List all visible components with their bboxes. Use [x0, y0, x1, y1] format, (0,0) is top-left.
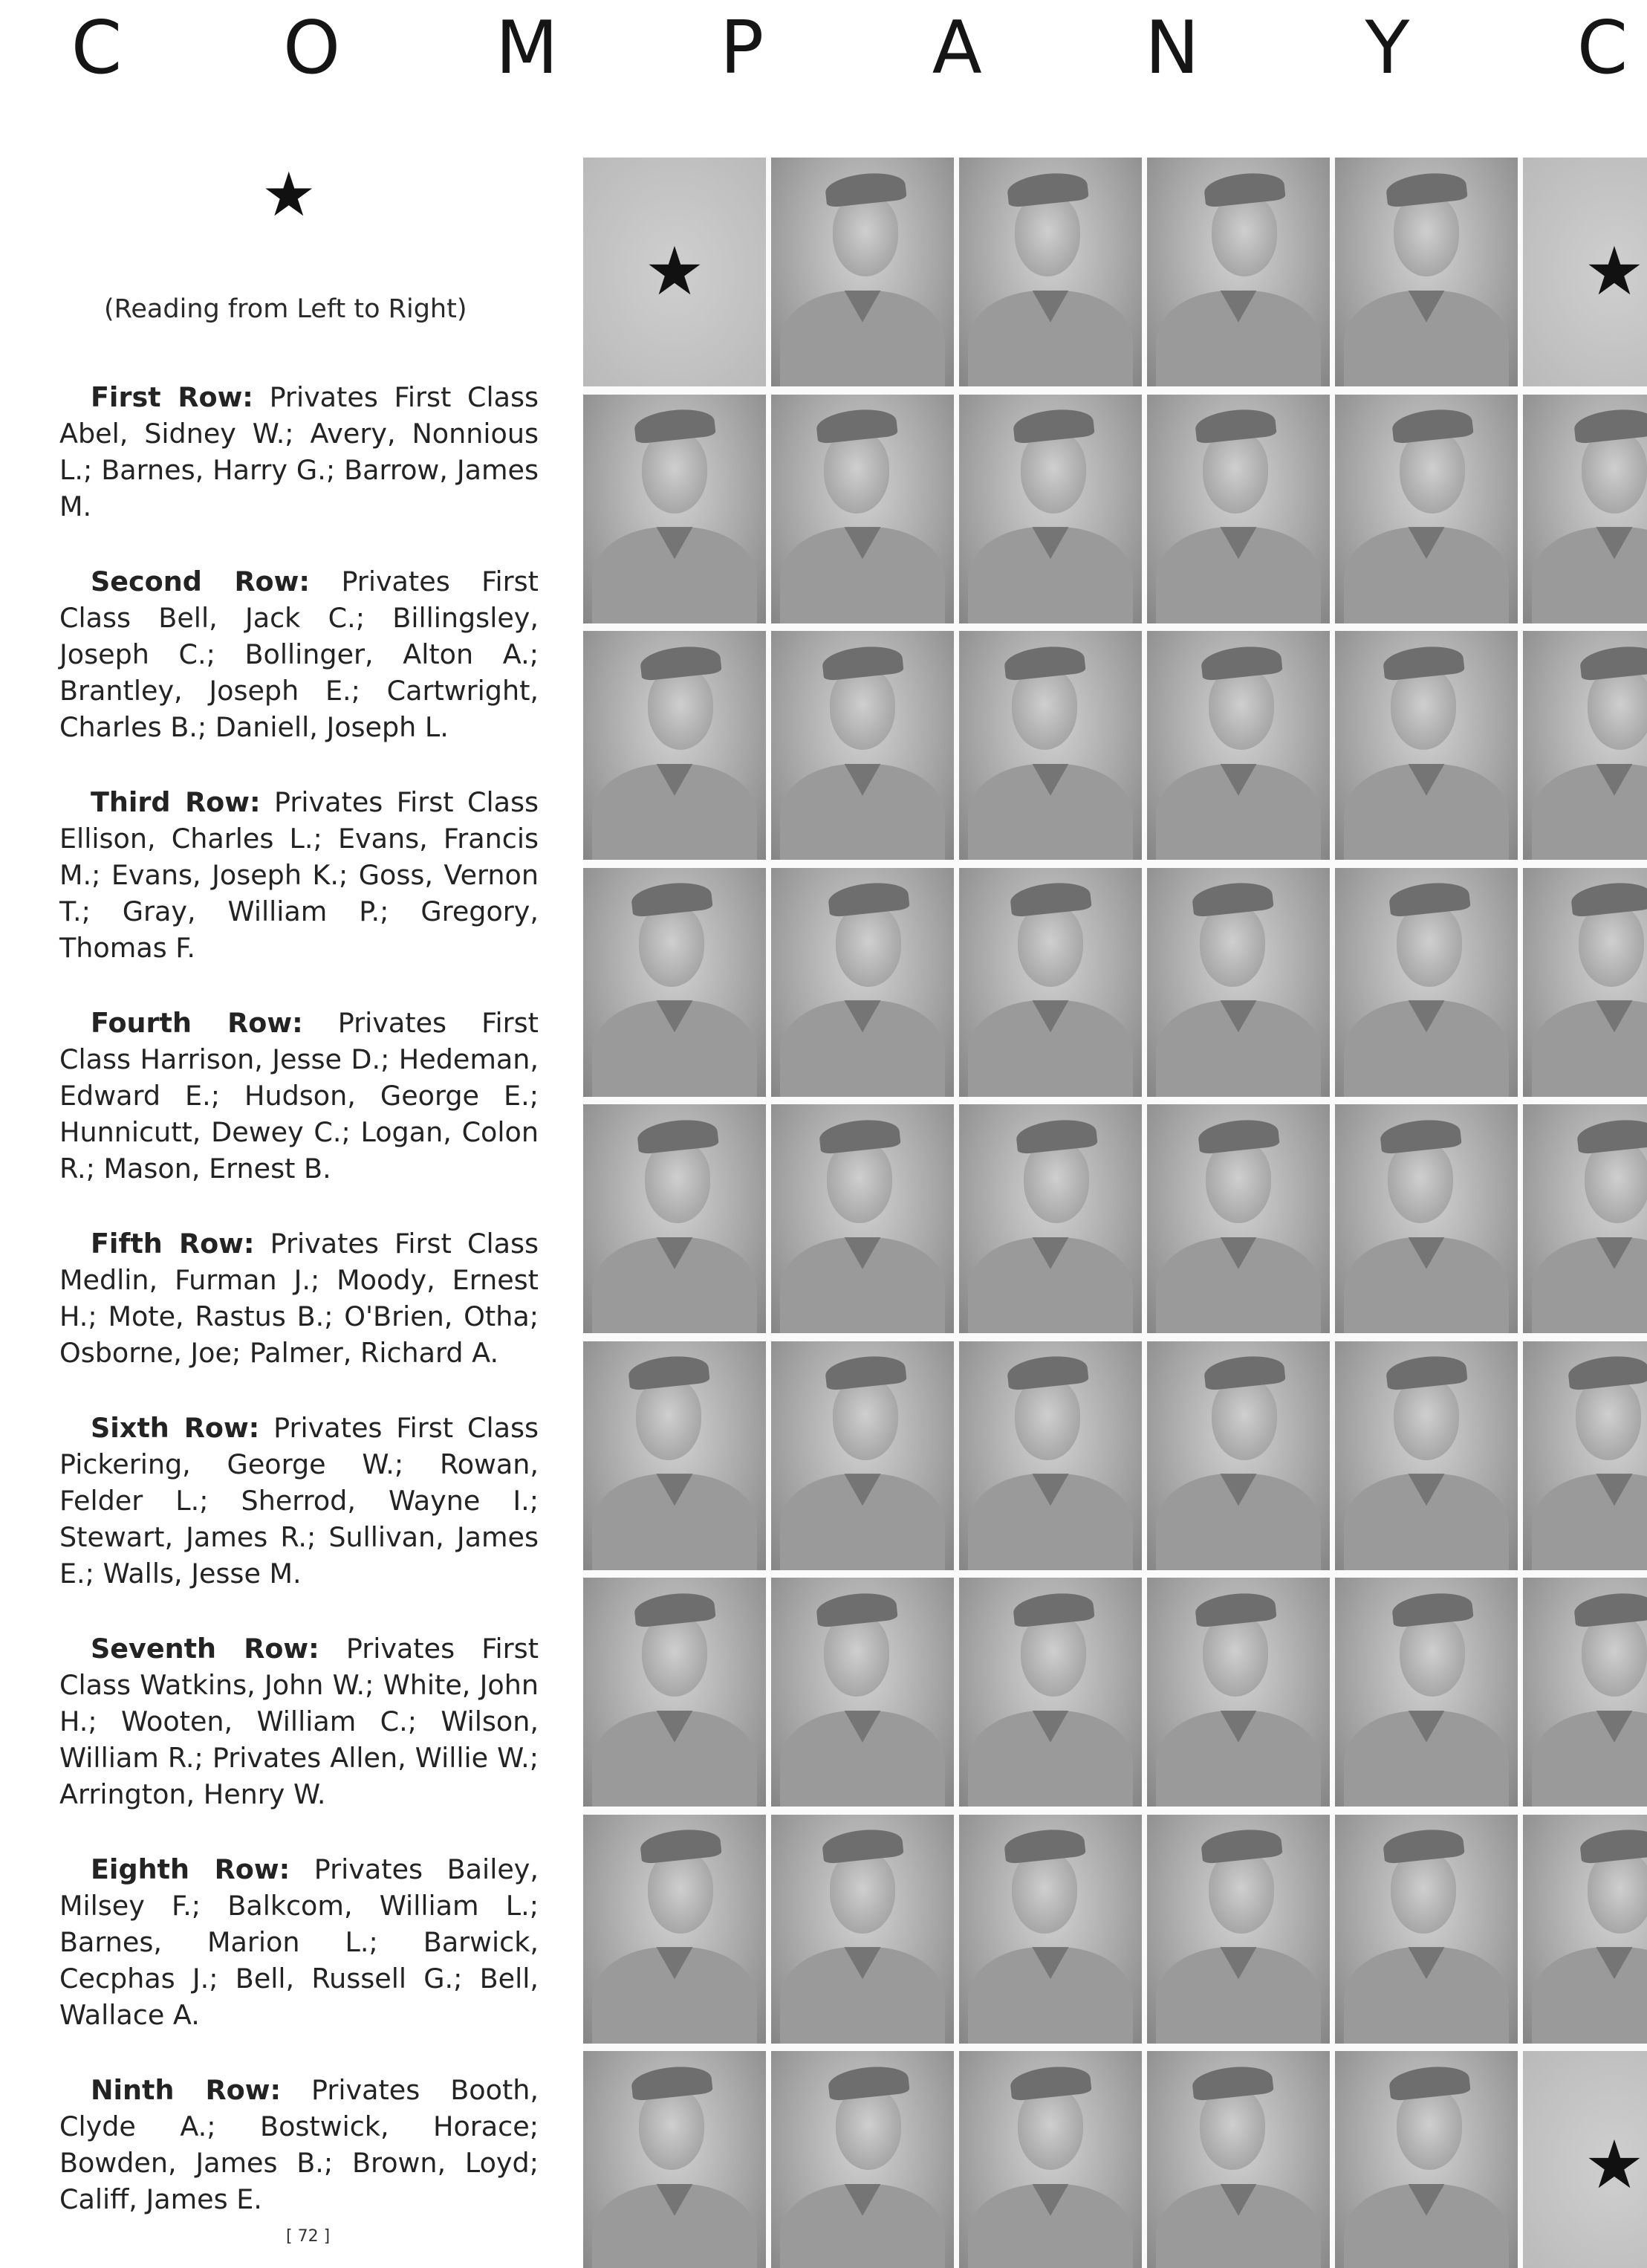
portrait-grid: [583, 158, 1647, 2268]
portrait-photo: [1147, 2051, 1330, 2268]
title-letter: Y: [1365, 6, 1410, 91]
portrait-photo: [959, 1104, 1142, 1333]
roster-entry: [59, 563, 539, 745]
portrait-photo: [583, 1578, 766, 1807]
portrait-photo: [1523, 395, 1647, 623]
title-letter: M: [495, 6, 559, 91]
portrait-photo: [771, 2051, 954, 2268]
portrait-photo: [959, 1341, 1142, 1570]
title-letter: C: [1576, 6, 1628, 91]
roster-entry: [59, 1225, 539, 1371]
portrait-photo: [1523, 1104, 1647, 1333]
row-label: Fifth Row:: [91, 1228, 255, 1260]
portrait-photo: [1335, 631, 1518, 860]
portrait-photo: [1523, 1578, 1647, 1807]
row-label: Ninth Row:: [91, 2074, 282, 2106]
star-panel: [1523, 2051, 1647, 2268]
portrait-photo: [1147, 1578, 1330, 1807]
row-label: Eighth Row:: [91, 1853, 290, 1885]
portrait-photo: [1335, 1104, 1518, 1333]
row-label: First Row:: [91, 381, 253, 413]
row-label: Seventh Row:: [91, 1633, 319, 1665]
star-icon: ★: [1584, 233, 1645, 311]
portrait-photo: [583, 1341, 766, 1570]
star-panel: [1523, 158, 1647, 386]
page-number: [ 72 ]: [286, 2227, 331, 2246]
row-names: Privates First Class Harrison, Jesse D.; Hedeman, Edward E.; Hudson, George E.; Hunnicutt, Dewey C.; Logan, Colon R.; Mason, Ernest B.: [59, 1007, 539, 1185]
portrait-photo: [771, 1104, 954, 1333]
portrait-photo: [1147, 1104, 1330, 1333]
row-names: Privates First Class Ellison, Charles L.; Evans, Francis M.; Evans, Joseph K.; Goss, Vernon T.; Gray, William P.; Gregory, Thomas F.: [59, 786, 539, 964]
portrait-photo: [959, 631, 1142, 860]
portrait-photo: [1335, 395, 1518, 623]
portrait-photo: [959, 1578, 1142, 1807]
row-names: Privates Bailey, Milsey F.; Balkcom, William L.; Barnes, Marion L.; Barwick, Cecphas J.; Bell, Russell G.; Bell, Wallace A.: [59, 1853, 539, 2031]
row-names: Privates First Class Watkins, John W.; White, John H.; Wooten, William C.; Wilson, William R.; Privates Allen, Willie W.; Arrington, Henry W.: [59, 1633, 539, 1810]
portrait-photo: [1147, 158, 1330, 386]
roster-list: [59, 379, 539, 2256]
row-names: Privates First Class Pickering, George W.; Rowan, Felder L.; Sherrod, Wayne I.; Stewart, James R.; Sullivan, James E.; Walls, Jesse M.: [59, 1412, 539, 1590]
portrait-photo: [1147, 395, 1330, 623]
row-label: Sixth Row:: [91, 1412, 260, 1444]
portrait-photo: [1335, 1578, 1518, 1807]
portrait-photo: [771, 395, 954, 623]
portrait-photo: [1335, 2051, 1518, 2268]
portrait-photo: [959, 2051, 1142, 2268]
portrait-photo: [1147, 631, 1330, 860]
portrait-photo: [583, 395, 766, 623]
row-label: Fourth Row:: [91, 1007, 303, 1039]
portrait-photo: [771, 158, 954, 386]
title-letter: O: [282, 6, 341, 91]
roster-entry: [59, 1410, 539, 1592]
portrait-photo: [1335, 158, 1518, 386]
title-letter: N: [1145, 6, 1200, 91]
row-label: Second Row:: [91, 566, 310, 597]
portrait-photo: [1147, 1341, 1330, 1570]
portrait-photo: [583, 868, 766, 1097]
title-letter: C: [71, 6, 123, 91]
row-names: Privates First Class Bell, Jack C.; Billingsley, Joseph C.; Bollinger, Alton A.; Brantley, Joseph E.; Cartwright, Charles B.; Daniell, Joseph L.: [59, 566, 539, 743]
portrait-photo: [1147, 1815, 1330, 2044]
roster-entry: [59, 1005, 539, 1187]
portrait-photo: [771, 868, 954, 1097]
roster-entry: [59, 379, 539, 525]
roster-entry: [59, 1630, 539, 1812]
row-names: Privates First Class Abel, Sidney W.; Avery, Nonnious L.; Barnes, Harry G.; Barrow, James M.: [59, 381, 539, 522]
portrait-photo: [583, 2051, 766, 2268]
row-names: Privates First Class Medlin, Furman J.; Moody, Ernest H.; Mote, Rastus B.; O'Brien, Otha; Osborne, Joe; Palmer, Richard A.: [59, 1228, 539, 1369]
portrait-photo: [959, 868, 1142, 1097]
star-icon: ★: [1584, 2126, 1645, 2204]
portrait-photo: [1335, 868, 1518, 1097]
roster-entry: [59, 1851, 539, 2033]
portrait-photo: [771, 631, 954, 860]
page-title: [52, 7, 1647, 89]
portrait-photo: [583, 1815, 766, 2044]
portrait-photo: [583, 1104, 766, 1333]
row-label: Third Row:: [91, 786, 261, 818]
reading-note: (Reading from Left to Right): [104, 294, 467, 324]
portrait-photo: [1147, 868, 1330, 1097]
portrait-photo: [771, 1578, 954, 1807]
star-panel: [583, 158, 766, 386]
portrait-photo: [771, 1341, 954, 1570]
star-icon: ★: [644, 233, 705, 311]
portrait-photo: [959, 158, 1142, 386]
title-letter: A: [932, 6, 982, 91]
roster-entry: [59, 2072, 539, 2217]
portrait-photo: [959, 1815, 1142, 2044]
title-letter: P: [720, 6, 764, 91]
star-icon: ★: [261, 160, 316, 230]
portrait-photo: [1523, 631, 1647, 860]
portrait-photo: [771, 1815, 954, 2044]
portrait-photo: [1523, 1815, 1647, 2044]
portrait-photo: [1523, 868, 1647, 1097]
portrait-photo: [959, 395, 1142, 623]
row-names: Privates Booth, Clyde A.; Bostwick, Horace; Bowden, James B.; Brown, Loyd; Califf, James E.: [59, 2074, 539, 2215]
portrait-photo: [1335, 1341, 1518, 1570]
roster-entry: [59, 784, 539, 966]
portrait-photo: [583, 631, 766, 860]
portrait-photo: [1335, 1815, 1518, 2044]
portrait-photo: [1523, 1341, 1647, 1570]
